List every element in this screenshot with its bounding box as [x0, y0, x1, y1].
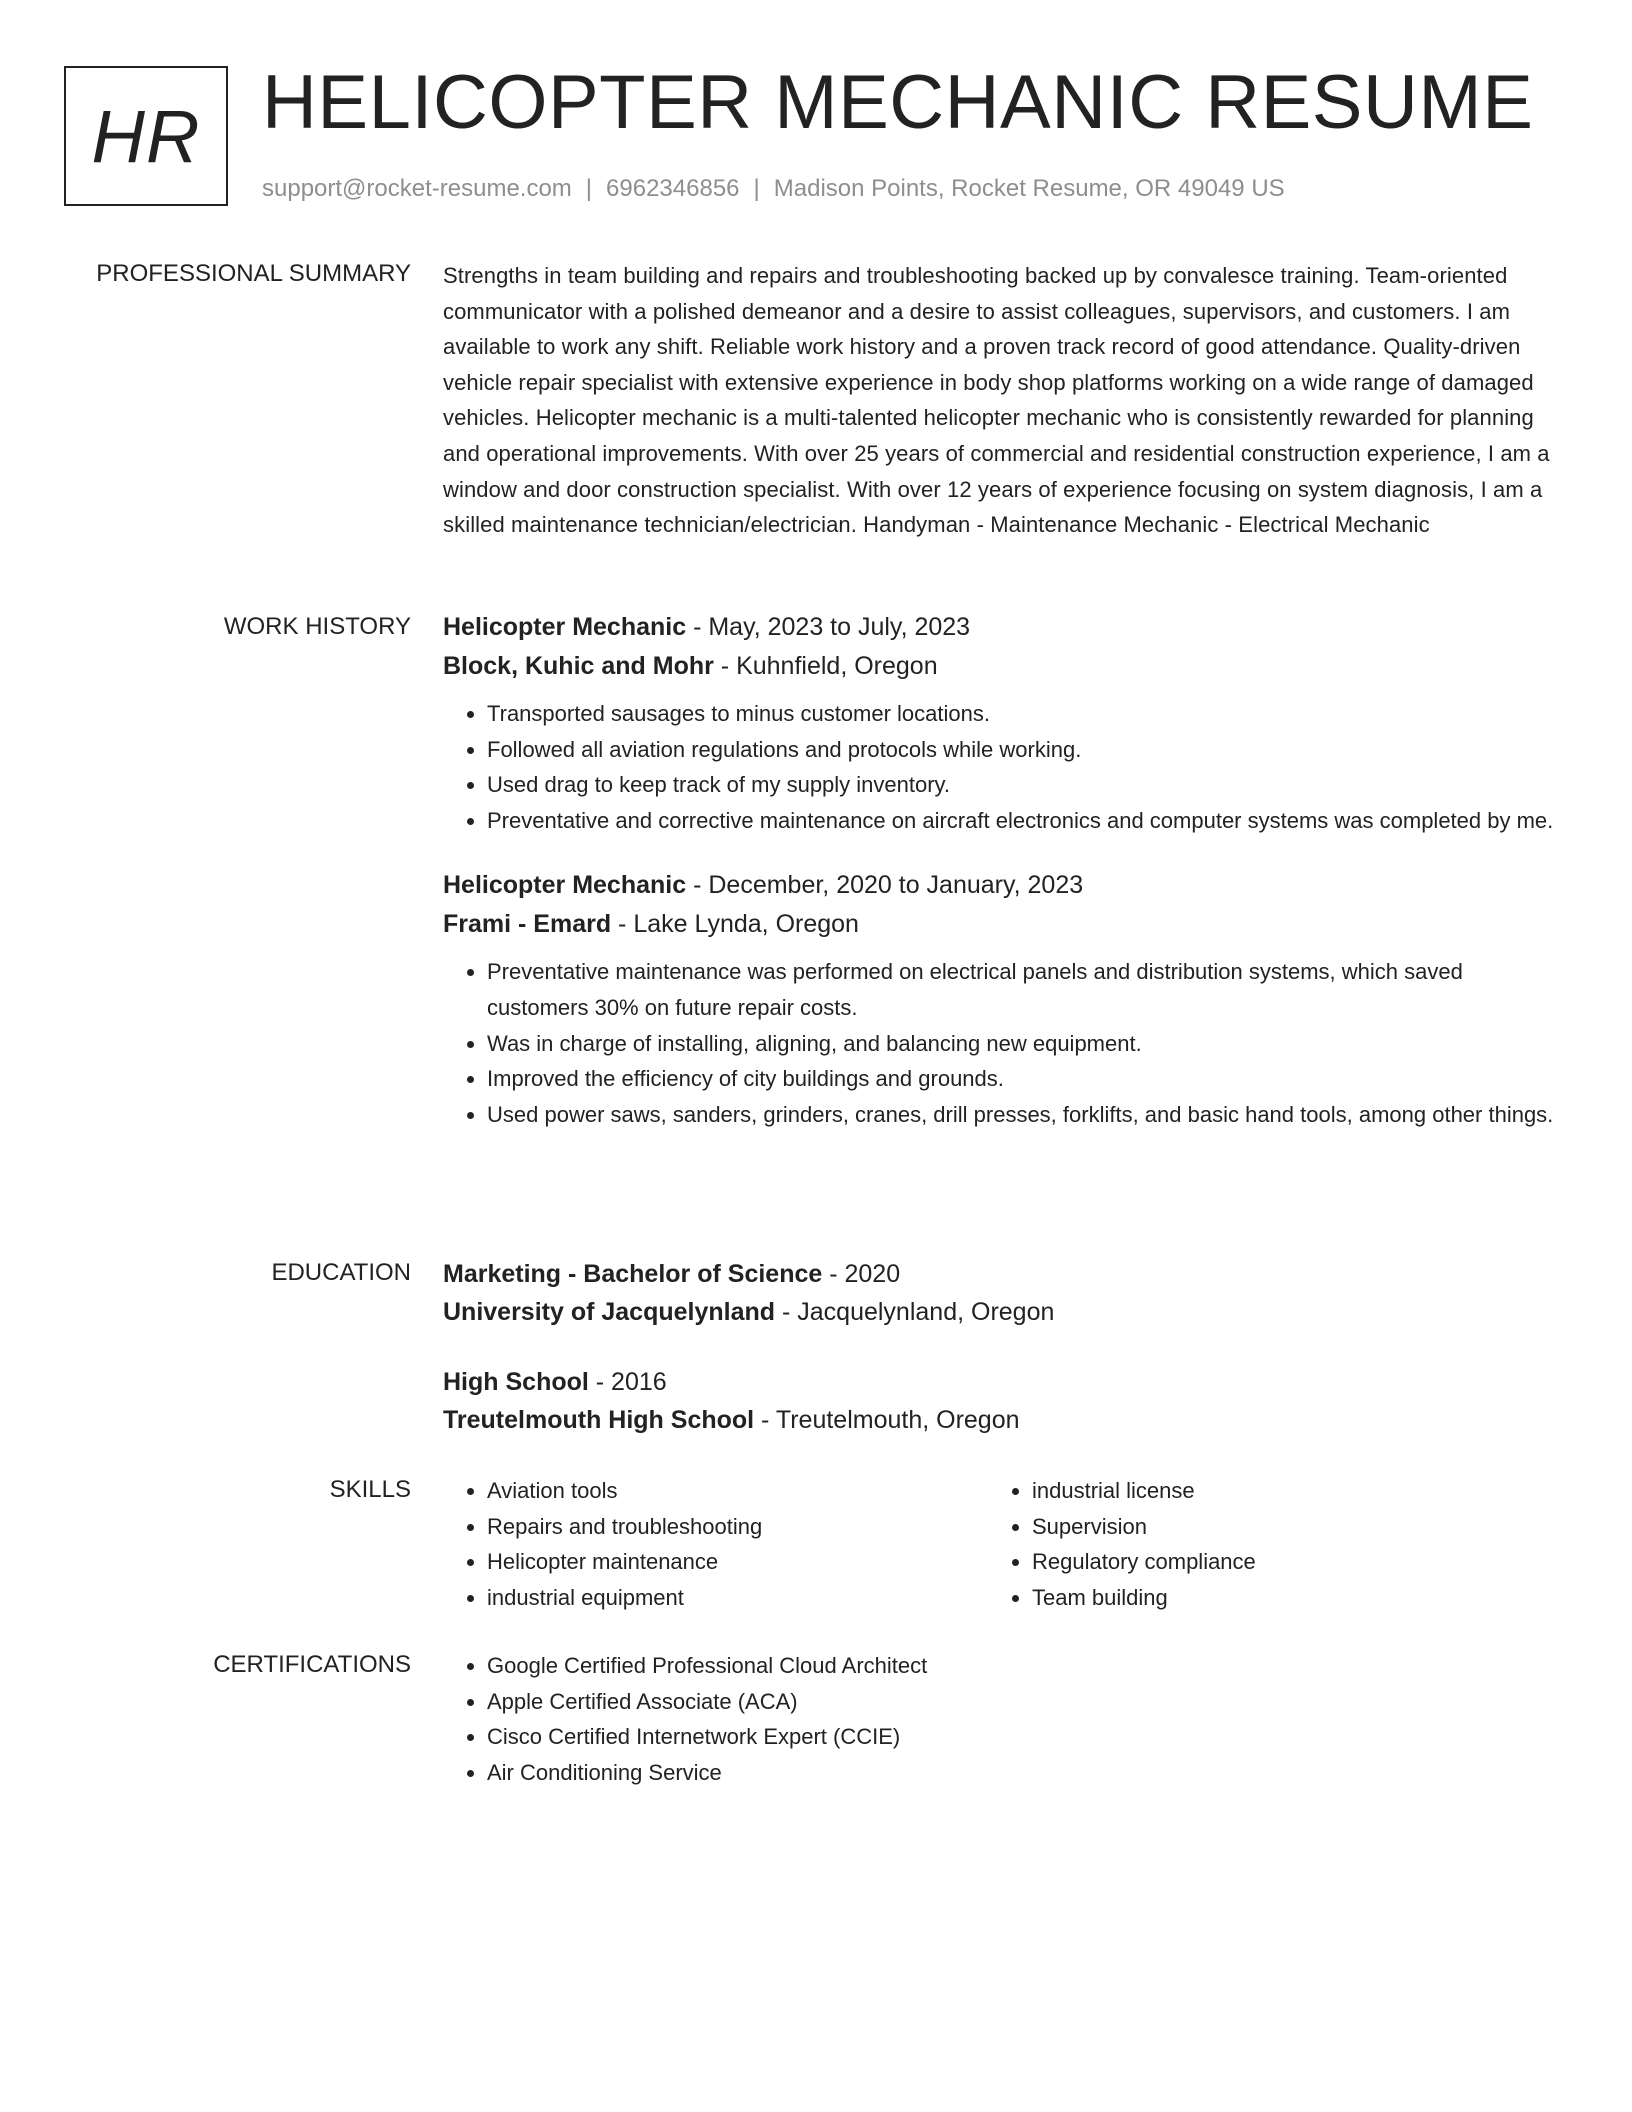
job-duties — [443, 696, 1563, 838]
job-duty: • Preventative maintenance was performed on electrical panels and distribution systems, which saved customers 30% on future repair costs. — [487, 954, 1563, 1025]
certification-item: • Air Conditioning Service — [487, 1755, 1563, 1791]
job-duty: • Transported sausages to minus customer locations. — [487, 696, 1563, 732]
job-entry — [443, 866, 1563, 1132]
skills-heading: SKILLS — [329, 1476, 411, 1503]
certifications-list — [443, 1648, 1563, 1790]
skills-body — [443, 1473, 1563, 1615]
certifications-heading: CERTIFICATIONS — [213, 1651, 411, 1678]
education-entry — [443, 1255, 1563, 1331]
skill-item: • industrial equipment — [487, 1580, 988, 1616]
education-degree: High School — [443, 1368, 589, 1396]
education-body — [443, 1255, 1563, 1439]
certification-item: • Google Certified Professional Cloud Architect — [487, 1648, 1563, 1684]
job-entry — [443, 608, 1563, 838]
job-duty: • Was in charge of installing, aligning, and balancing new equipment. — [487, 1026, 1563, 1062]
job-role-line — [443, 608, 1563, 647]
job-duty: • Used power saws, sanders, grinders, cranes, drill presses, forklifts, and basic hand tools, among other things. — [487, 1097, 1563, 1133]
job-duties — [443, 954, 1563, 1132]
resume-title: HELICOPTER MECHANIC RESUME — [262, 60, 1534, 145]
job-location: - Lake Lynda, Oregon — [611, 910, 859, 939]
job-duty: • Followed all aviation regulations and protocols while working. — [487, 732, 1563, 768]
contact-email[interactable]: support@rocket-resume.com — [262, 175, 572, 202]
education-degree-line — [443, 1255, 1563, 1293]
monogram-text: HR — [91, 94, 201, 178]
summary-heading: PROFESSIONAL SUMMARY — [96, 260, 411, 287]
job-role: Helicopter Mechanic — [443, 613, 687, 641]
education-year: - 2020 — [822, 1260, 901, 1288]
education-school-line — [443, 1401, 1563, 1439]
skill-item: • Team building — [1032, 1580, 1533, 1616]
contact-line — [262, 174, 1285, 204]
education-entry — [443, 1363, 1563, 1439]
skill-item: • Repairs and troubleshooting — [487, 1509, 988, 1545]
summary-text: Strengths in team building and repairs and troubleshooting backed up by convalesce training. Team-oriented communicator with a polished demeanor and a desire to assist colleagues, supervisors, and customers. I am available to work any shift. Reliable work history and a proven track record of good attendance. Quality-driven vehicle repair specialist with extensive experience in body shop platforms working on a wide range of damaged vehicles. Helicopter mechanic is a multi-talented helicopter mechanic who is consistently rewarded for planning and operational improvements. With over 25 years of commercial and residential construction experience, I am a window and door construction specialist. With over 12 years of experience focusing on system diagnosis, I am a skilled maintenance technician/electrician. Handyman - Maintenance Mechanic - Electrical Mechanic — [443, 263, 1550, 538]
skills-column-right — [988, 1473, 1533, 1615]
skills-list — [443, 1473, 988, 1615]
job-role: Helicopter Mechanic — [443, 871, 687, 900]
education-school: Treutelmouth High School — [443, 1406, 755, 1434]
job-company-line — [443, 905, 1563, 944]
monogram-logo — [64, 66, 228, 206]
job-location: - Kuhnfield, Oregon — [713, 652, 938, 680]
job-company: Block, Kuhic and Mohr — [443, 652, 714, 680]
contact-phone[interactable]: 6962346856 — [606, 175, 740, 202]
certification-item: • Cisco Certified Internetwork Expert (CCIE) — [487, 1719, 1563, 1755]
education-heading: EDUCATION — [271, 1259, 411, 1286]
education-degree: Marketing - Bachelor of Science — [443, 1260, 823, 1288]
contact-separator: | — [753, 175, 760, 202]
job-company: Frami - Emard — [443, 910, 612, 939]
education-school: University of Jacquelynland — [443, 1298, 776, 1326]
job-company-line — [443, 647, 1563, 686]
job-duty: • Used drag to keep track of my supply inventory. — [487, 767, 1563, 803]
skills-column-left — [443, 1473, 988, 1615]
education-location: - Treutelmouth, Oregon — [754, 1406, 1020, 1434]
certifications-body — [443, 1648, 1563, 1790]
skills-grid — [443, 1473, 1563, 1615]
skills-list — [988, 1473, 1533, 1615]
job-role-line — [443, 866, 1563, 905]
education-school-line — [443, 1293, 1563, 1331]
job-dates: - May, 2023 to July, 2023 — [686, 613, 971, 641]
summary-body — [443, 258, 1563, 543]
skill-item: • industrial license — [1032, 1473, 1533, 1509]
contact-separator: | — [585, 175, 593, 202]
skill-item: • Aviation tools — [487, 1473, 988, 1509]
education-location: - Jacquelynland, Oregon — [775, 1298, 1055, 1326]
skill-item: • Helicopter maintenance — [487, 1544, 988, 1580]
education-year: - 2016 — [588, 1368, 667, 1396]
work-history-body — [443, 608, 1563, 1132]
education-degree-line — [443, 1363, 1563, 1401]
contact-address: Madison Points, Rocket Resume, OR 49049 US — [773, 175, 1285, 202]
job-duty: • Preventative and corrective maintenance on aircraft electronics and computer systems was completed by me. — [487, 803, 1563, 839]
work-history-heading: WORK HISTORY — [223, 613, 411, 640]
skill-item: • Regulatory compliance — [1032, 1544, 1533, 1580]
skill-item: • Supervision — [1032, 1509, 1533, 1545]
job-dates: - December, 2020 to January, 2023 — [686, 871, 1084, 900]
certification-item: • Apple Certified Associate (ACA) — [487, 1684, 1563, 1720]
job-duty: • Improved the efficiency of city buildings and grounds. — [487, 1061, 1563, 1097]
